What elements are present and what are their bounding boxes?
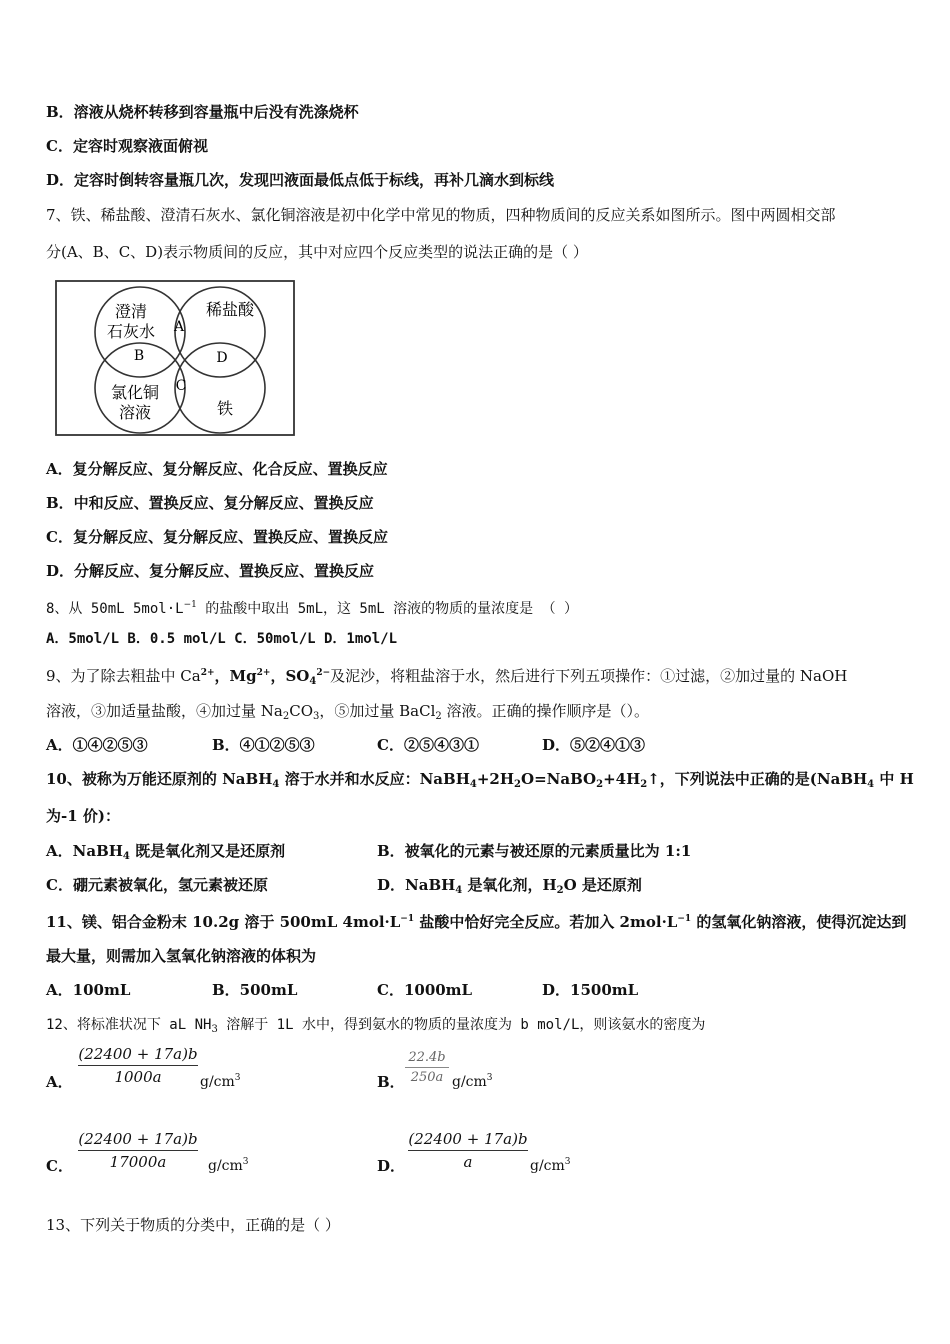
q11-option-b: B．500mL	[212, 981, 298, 999]
label-iron: 铁	[216, 399, 234, 418]
q12-a-numerator: (22400 + 17a)b	[78, 1045, 198, 1063]
q12-option-a-label: A．	[46, 1073, 73, 1091]
q9-stem-line1: 9、为了除去粗盐中 $Ca^{2+}$，$Mg^{2+}$，$SO_4^{2-}$及泥沙，将粗盐溶于水，然后进行下列五项操作：①过滤，②加过量的 NaOH	[46, 667, 848, 687]
q11-stem-line2: 最大量，则需加入氢氧化钠溶液的体积为	[46, 947, 317, 965]
q10-option-a: A．NaBH$_4$ 既是氧化剂又是还原剂	[46, 842, 286, 862]
q12-c-denominator: 17000a	[109, 1153, 167, 1171]
q12-option-b-unit: $g/cm^3$	[452, 1073, 493, 1090]
q10-option-d: D．NaBH$_4$ 是氧化剂，$H_2O$ 是还原剂	[377, 876, 642, 896]
label-cucl2-1: 氯化铜	[110, 383, 160, 402]
label-hcl: 稀盐酸	[205, 300, 255, 319]
q12-option-c-fraction	[78, 1130, 198, 1171]
q10-option-c: C．硼元素被氧化，氢元素被还原	[46, 876, 268, 894]
q9-option-d: D．⑤②④①③	[542, 736, 646, 754]
q12-option-d-label: D．	[377, 1157, 406, 1175]
q7-option-b: B．中和反应、置换反应、复分解反应、置换反应	[46, 494, 374, 512]
q6-option-c: C．定容时观察液面俯视	[46, 137, 208, 155]
label-cucl2-2: 溶液	[118, 403, 152, 422]
q7-option-c: C．复分解反应、复分解反应、置换反应、置换反应	[46, 528, 388, 546]
q12-option-d-unit: $g/cm^3$	[530, 1157, 571, 1174]
q7-stem-line2: 分(A、B、C、D)表示物质间的反应，其中对应四个反应类型的说法正确的是（ ）	[46, 243, 588, 261]
q12-option-a-fraction	[78, 1045, 198, 1086]
q10-option-b: B．被氧化的元素与被还原的元素质量比为 1:1	[377, 842, 692, 860]
q12-stem: 12、将标准状况下 aL $NH_3$ 溶解于 1L 水中，得到氨水的物质的量浓度为 b mol/L，则该氨水的密度为	[46, 1017, 706, 1035]
q9-option-a: A．①④②⑤③	[46, 736, 148, 754]
q11-option-d: D．1500mL	[542, 981, 639, 999]
q12-c-numerator: (22400 + 17a)b	[78, 1130, 198, 1148]
q11-option-c: C．1000mL	[377, 981, 473, 999]
q12-option-b-fraction	[405, 1050, 449, 1085]
q9-option-c: C．②⑤④③①	[377, 736, 479, 754]
q12-d-numerator: (22400 + 17a)b	[408, 1130, 528, 1148]
q12-a-denominator: 1000a	[114, 1068, 162, 1086]
q7-option-d: D．分解反应、复分解反应、置换反应、置换反应	[46, 562, 375, 580]
q8-options: A．5mol/L B．0.5 mol/L C．50mol/L D．1mol/L	[46, 631, 398, 647]
q8-stem-sup: −1	[183, 600, 197, 610]
label-c: C	[175, 378, 187, 394]
label-limewater-2: 石灰水	[106, 322, 156, 341]
label-a: A	[173, 319, 185, 335]
q12-b-numerator: 22.4b	[408, 1050, 446, 1065]
q11-option-a: A．100mL	[46, 981, 131, 999]
q12-option-c-unit: $g/cm^3$	[208, 1157, 249, 1174]
q12-option-a-unit: $g/cm^3$	[200, 1073, 241, 1090]
q10-stem-line1: 10、被称为万能还原剂的 NaBH$_4$ 溶于水并和水反应：$NaBH_4+2H_2O=NaBO_2+4H_2↑$，下列说法中正确的是(NaBH$_4$ 中 H	[46, 770, 914, 790]
q12-option-b-label: B．	[377, 1073, 405, 1091]
q7-venn-diagram	[55, 280, 297, 438]
q8-stem-part-b: 的盐酸中取出 5mL，这 5mL 溶液的物质的量浓度是 （ ）	[196, 601, 579, 617]
q12-option-c-label: C．	[46, 1157, 73, 1175]
q9-stem-line2: 溶液，③加适量盐酸，④加过量 $Na_2CO_3$，⑤加过量 BaCl$_2$ 溶液。正确的操作顺序是（）。	[46, 702, 650, 722]
q12-d-denominator: a	[463, 1153, 473, 1171]
q6-option-d: D．定容时倒转容量瓶几次，发现凹液面最低点低于标线，再补几滴水到标线	[46, 171, 555, 189]
q9-option-b: B．④①②⑤③	[212, 736, 315, 754]
q12-option-d-fraction	[408, 1130, 528, 1171]
q7-stem-line1: 7、铁、稀盐酸、澄清石灰水、氯化铜溶液是初中化学中常见的物质，四种物质间的反应关系如图所示。图中两圆相交部	[46, 206, 836, 224]
q13-stem: 13、下列关于物质的分类中，正确的是（ ）	[46, 1216, 340, 1234]
q6-option-b: B．溶液从烧杯转移到容量瓶中后没有洗涤烧杯	[46, 103, 359, 121]
label-d: D	[216, 350, 228, 366]
label-b: B	[133, 348, 145, 364]
q11-stem-line1: 11、镁、铝合金粉末 10.2g 溶于 500mL $4mol\cdot L^{-1}$ 盐酸中恰好完全反应。若加入 $2mol\cdot L^{-1}$ 的氢氧化钠溶液，使得沉淀达到	[46, 913, 907, 931]
q10-stem-line2: 为-1 价)：	[46, 807, 120, 825]
q12-b-denominator: 250a	[410, 1070, 444, 1085]
q7-option-a: A．复分解反应、复分解反应、化合反应、置换反应	[46, 460, 388, 478]
q8-stem	[46, 595, 578, 619]
q8-stem-part-a: 8、从 50mL 5mol·L	[46, 601, 184, 617]
label-limewater-1: 澄清	[114, 302, 148, 321]
